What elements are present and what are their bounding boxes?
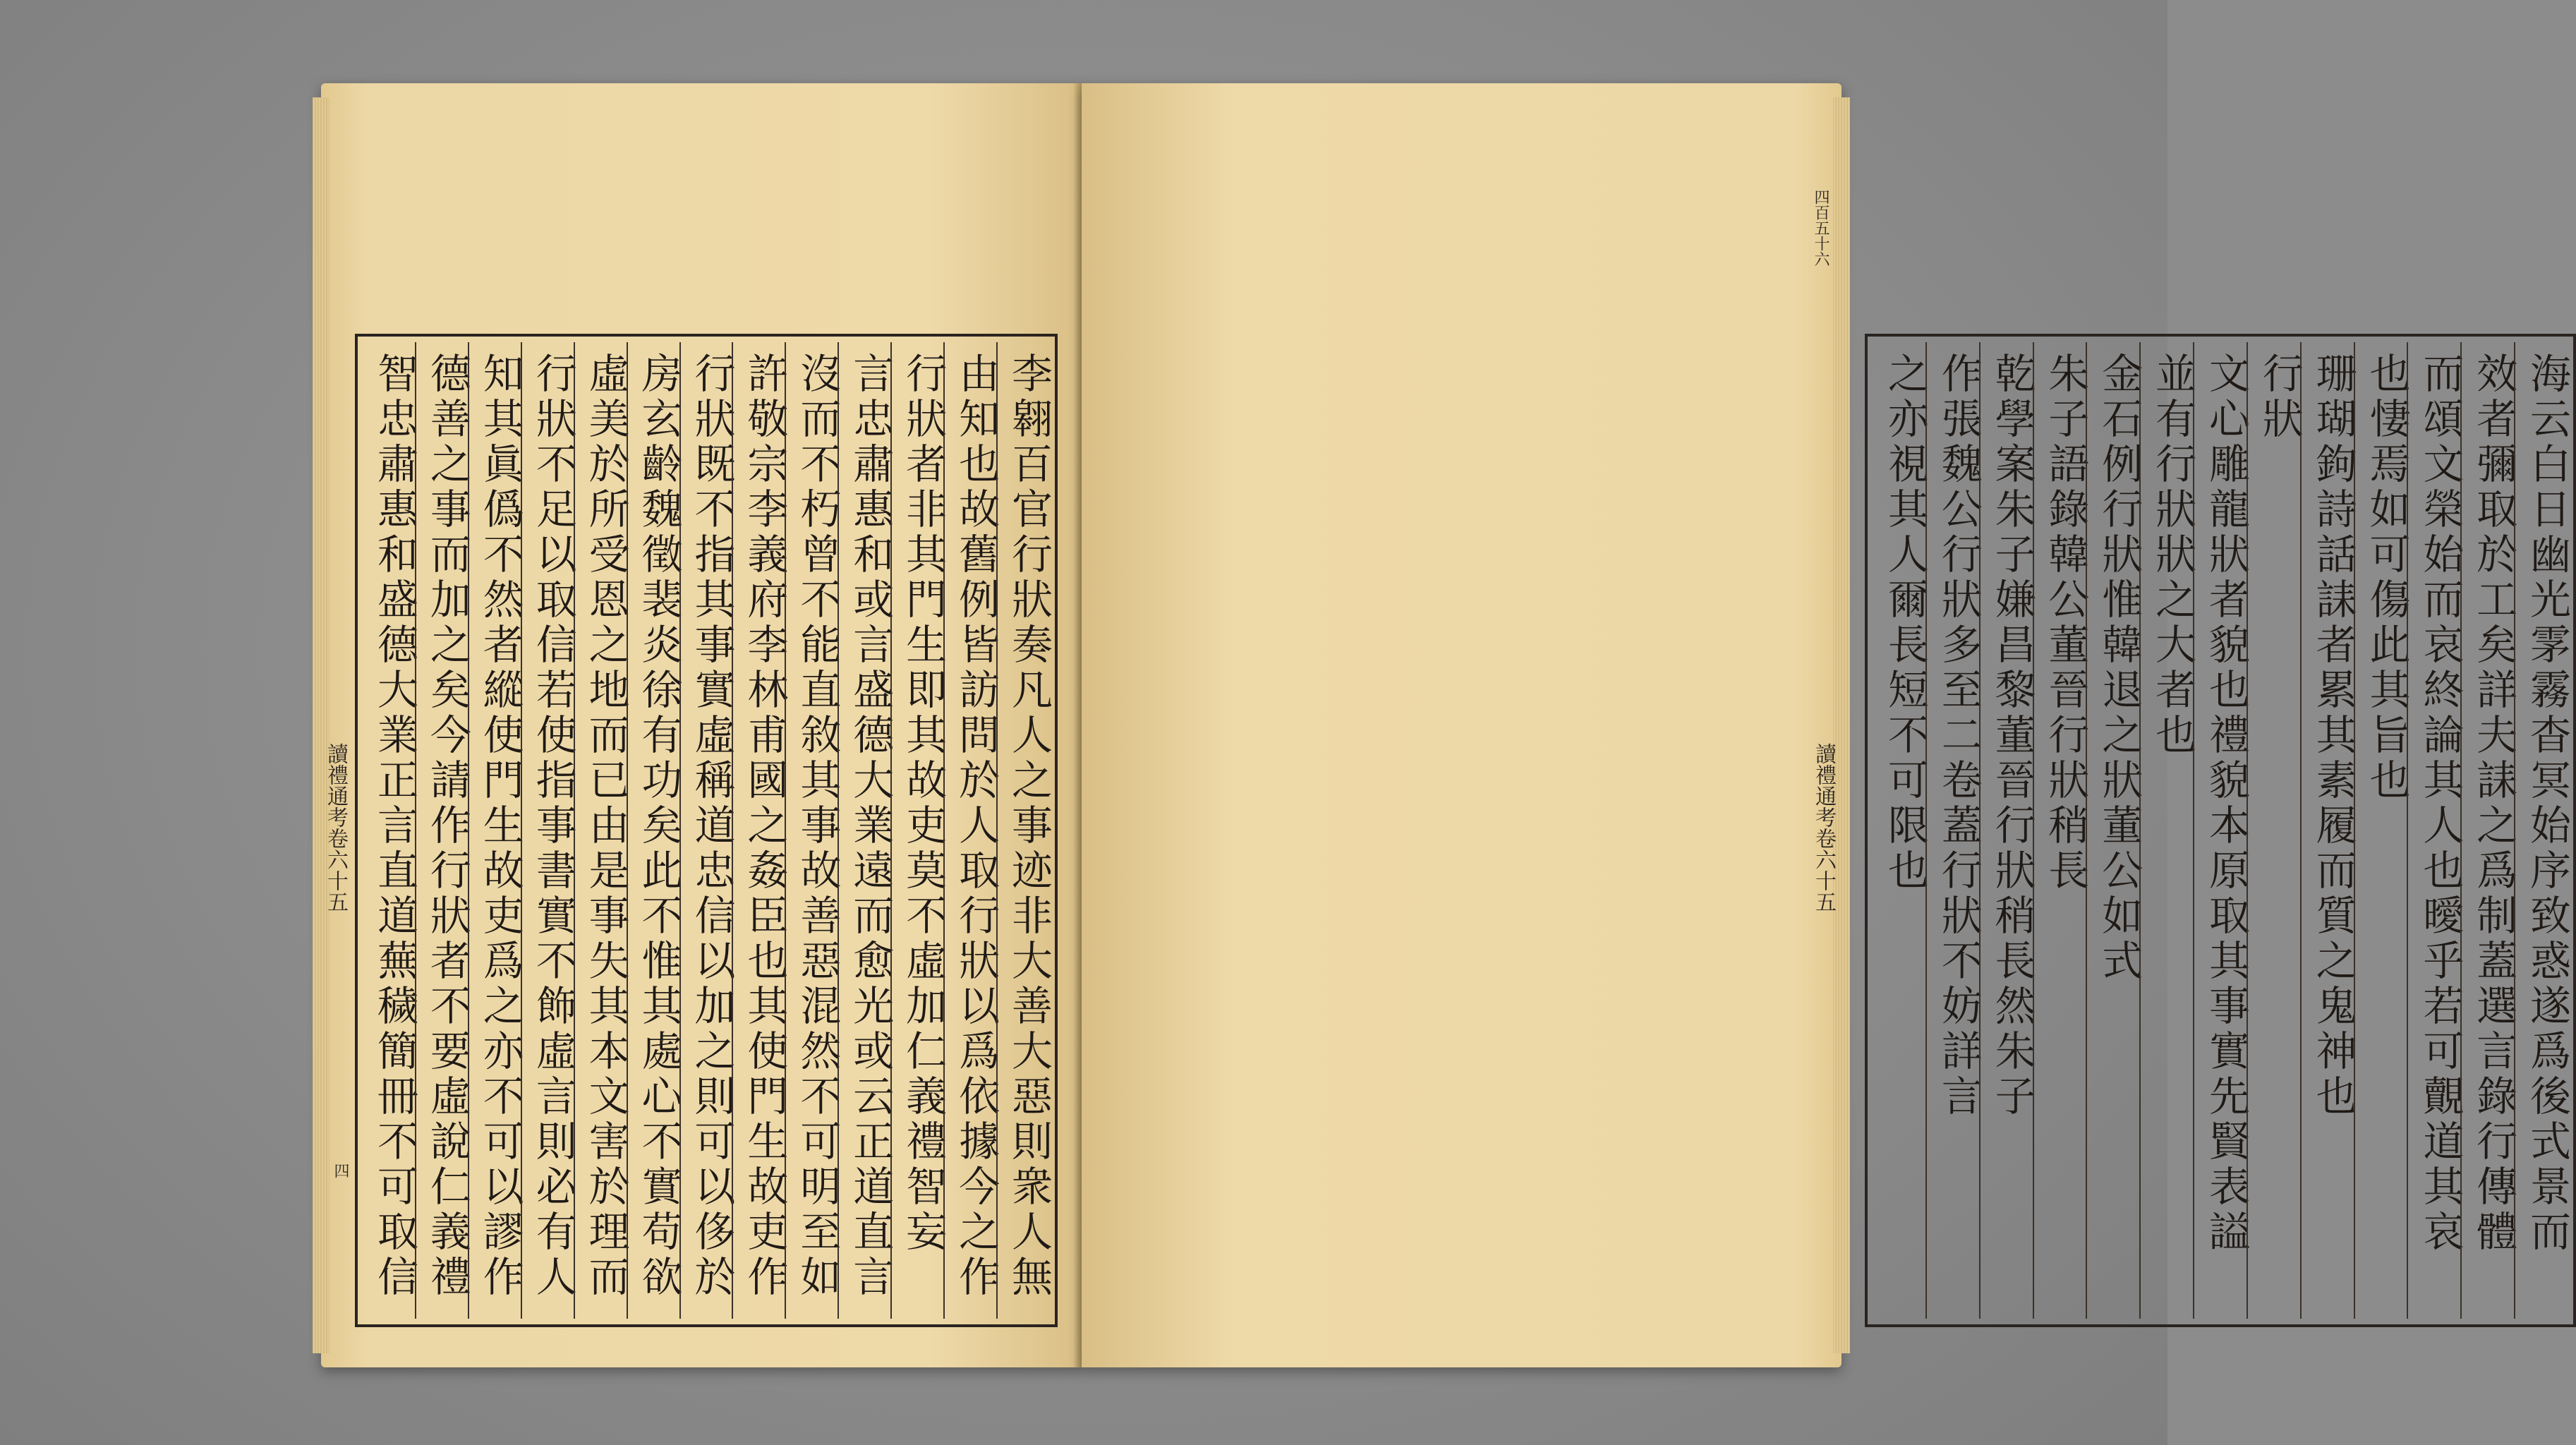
right-text-column: 效者彌取於工矣詳夫誄之爲制蓋選言錄行傳體 [2460,342,2514,1319]
left-text-column: 知其眞僞不然者縱使門生故吏爲之亦不可以謬作 [468,342,521,1319]
right-text-column: 之亦視其人爾長短不可限也 [1880,352,1929,894]
left-text-column: 李翱百官行狀奏凡人之事迹非大善大惡則衆人無 [996,342,1049,1319]
left-text-column: 房玄齡魏徵裴炎徐有功矣此不惟其處心不實苟欲 [627,342,679,1319]
left-text-column: 行狀不足以取信若使指事書實不飾虛言則必有人 [521,342,574,1319]
right-text-column: 珊瑚鉤詩話誄者累其素履而質之鬼神也 [2300,342,2354,1319]
left-text-column: 智忠肅惠和盛德大業正言直道蕪穢簡冊不可取信 [370,352,418,1300]
left-page [321,83,1082,1367]
left-spine-label: 讀禮通考卷六十五 [323,743,348,912]
right-text-column: 作張魏公行狀多至二卷蓋行狀不妨詳言 [1925,342,1979,1319]
left-text-frame [355,334,1058,1327]
right-text-column: 並有行狀狀之大者也 [2139,342,2193,1319]
left-columns [363,342,1053,1319]
left-text-column: 許敬宗李義府李林甫國之姦臣也其使門生故吏作 [732,342,785,1319]
right-text-column: 行狀 [2247,342,2300,1319]
right-text-column: 乾學案朱子嫌昌黎董晉行狀稍長然朱子 [1979,342,2033,1319]
right-page-number: 四百五十六 [1812,189,1830,267]
left-text-column: 行狀既不指其事實虛稱道忠信以加之則可以侈於 [679,342,732,1319]
right-text-column: 文心雕龍狀者貌也禮貌本原取其事實先賢表謚 [2193,342,2247,1319]
right-text-column: 金石例行狀惟韓退之狀董公如式 [2086,342,2139,1319]
left-text-column: 由知也故舊例皆訪問於人取行狀以爲依據今之作 [943,342,996,1319]
left-text-column: 言忠肅惠和或言盛德大業遠而愈光或云正道直言 [837,342,890,1319]
right-page [1082,83,2571,1367]
right-text-column: 而頌文榮始而哀終論其人也曖乎若可覿道其哀 [2407,342,2460,1319]
open-book [321,83,2571,1367]
right-columns [1873,342,2571,1319]
left-text-column: 虛美於所受恩之地而已由是事失其本文害於理而 [574,342,627,1319]
right-text-frame [1865,334,2576,1327]
left-text-column: 沒而不朽曾不能直敘其事故善惡混然不可明至如 [785,342,837,1319]
left-text-column: 德善之事而加之矣今請作行狀者不要虛說仁義禮 [415,342,468,1319]
left-page-number: 四 [332,1163,349,1178]
right-spine-label: 讀禮通考卷六十五 [1811,743,1836,912]
left-text-column: 行狀者非其門生即其故吏莫不虛加仁義禮智妄 [890,342,943,1319]
right-text-column: 海云白日幽光雺霧杳冥始序致惑遂爲後式景而 [2514,342,2568,1319]
right-text-column: 也悽焉如可傷此其旨也 [2354,342,2407,1319]
right-text-column: 朱子語錄韓公董晉行狀稍長 [2033,342,2086,1319]
